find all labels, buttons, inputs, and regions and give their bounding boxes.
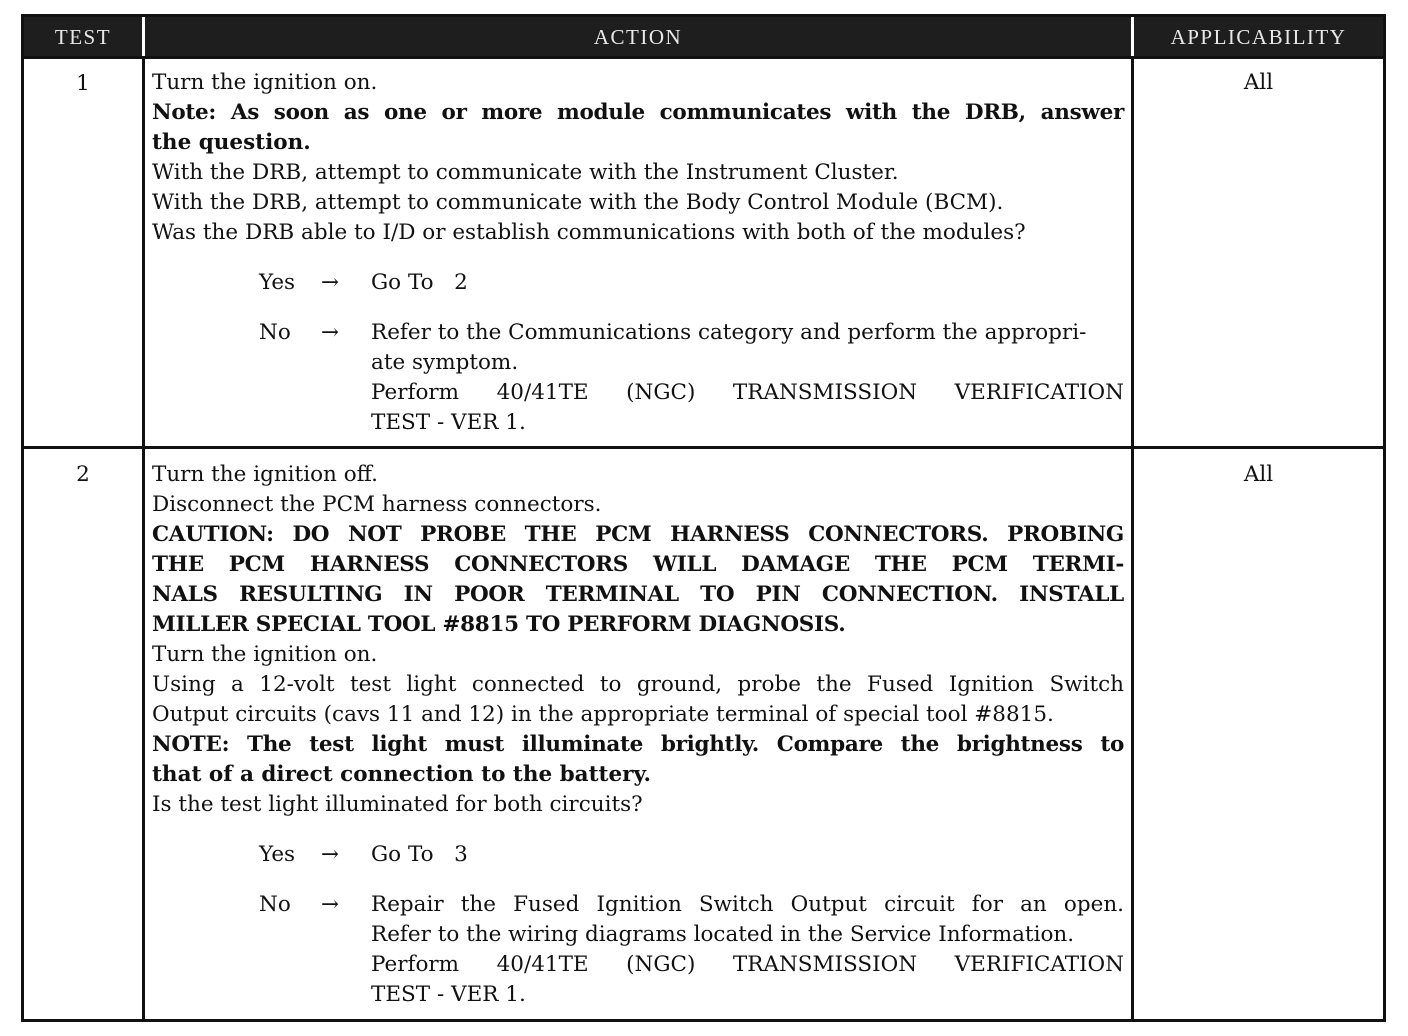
row-2-action [152, 460, 1124, 1010]
row-1-applicability: All [1243, 70, 1274, 95]
row-2-yes-goto: Go To 3 [371, 842, 468, 867]
column-divider-2 [1131, 57, 1134, 1019]
row-1-no-line-1: Refer to the Communications category and perform the appropri- [371, 320, 1087, 345]
row-1-action [152, 68, 1124, 438]
row-1-note-line-1: Note: As soon as one or more module communicates with the DRB, answer [152, 100, 1124, 125]
row-1-yes-arrow-icon: → [321, 270, 340, 295]
row-2-test-number: 2 [76, 462, 90, 487]
row-1-no-response [259, 318, 1124, 438]
row-1-test-number: 1 [76, 71, 90, 96]
row-1-line-6: Was the DRB able to I/D or establish communications with both of the modules? [152, 220, 1026, 245]
row-2-caution-line-1: CAUTION: DO NOT PROBE THE PCM HARNESS CONNECTORS. PROBING [152, 522, 1124, 547]
row-2-no-line-2: Refer to the wiring diagrams located in the Service Information. [371, 922, 1075, 947]
row-2-line-2: Disconnect the PCM harness connectors. [152, 492, 602, 517]
row-1-no-line-2: ate symptom. [371, 350, 519, 375]
row-1-note-line-2: the question. [152, 130, 311, 155]
row-2-line-1: Turn the ignition off. [152, 462, 378, 487]
row-2-note-line-1: NOTE: The test light must illuminate brightly. Compare the brightness to [152, 732, 1124, 757]
header-divider [24, 56, 1383, 59]
row-1-yes-label: Yes [259, 270, 296, 295]
row-1-no-arrow-icon: → [321, 320, 340, 345]
row-2-no-line-3: Perform 40/41TE (NGC) TRANSMISSION VERIFICATION [371, 952, 1124, 977]
row-1-yes-response [259, 268, 1124, 298]
header-action: ACTION [145, 17, 1131, 57]
row-2-no-line-4: TEST - VER 1. [371, 982, 526, 1007]
row-1-no-label: No [259, 320, 291, 345]
diagnostic-table [21, 14, 1386, 1022]
row-2-yes-arrow-icon: → [321, 842, 340, 867]
header-test: TEST [24, 17, 142, 57]
row-2-note-line-2: that of a direct connection to the battery. [152, 762, 651, 787]
row-2-line-12: Is the test light illuminated for both circuits? [152, 792, 643, 817]
row-divider [24, 446, 1383, 449]
row-2-line-8: Using a 12-volt test light connected to ground, probe the Fused Ignition Switch [152, 672, 1124, 697]
row-2-no-response [259, 890, 1124, 1010]
row-2-caution-line-4: MILLER SPECIAL TOOL #8815 TO PERFORM DIAGNOSIS. [152, 612, 846, 637]
row-2-yes-label: Yes [259, 842, 296, 867]
row-2-line-9: Output circuits (cavs 11 and 12) in the appropriate terminal of special tool #8815. [152, 702, 1054, 727]
header-applicability: APPLICABILITY [1134, 17, 1383, 57]
row-1-no-line-4: TEST - VER 1. [371, 410, 526, 435]
column-divider-1 [142, 57, 145, 1019]
row-1-yes-goto: Go To 2 [371, 270, 468, 295]
row-2-no-line-1: Repair the Fused Ignition Switch Output circuit for an open. [371, 892, 1124, 917]
row-2-caution-line-2: THE PCM HARNESS CONNECTORS WILL DAMAGE THE PCM TERMI- [152, 552, 1124, 577]
row-2-line-7: Turn the ignition on. [152, 642, 378, 667]
row-2-applicability: All [1243, 462, 1274, 487]
row-2-yes-response [259, 840, 1124, 870]
row-2-caution-line-3: NALS RESULTING IN POOR TERMINAL TO PIN CONNECTION. INSTALL [152, 582, 1124, 607]
row-1-line-5: With the DRB, attempt to communicate with the Body Control Module (BCM). [152, 190, 1004, 215]
row-1-line-1: Turn the ignition on. [152, 70, 378, 95]
row-2-no-arrow-icon: → [321, 892, 340, 917]
row-2-no-label: No [259, 892, 291, 917]
row-1-line-4: With the DRB, attempt to communicate with the Instrument Cluster. [152, 160, 899, 185]
row-1-no-line-3: Perform 40/41TE (NGC) TRANSMISSION VERIFICATION [371, 380, 1124, 405]
